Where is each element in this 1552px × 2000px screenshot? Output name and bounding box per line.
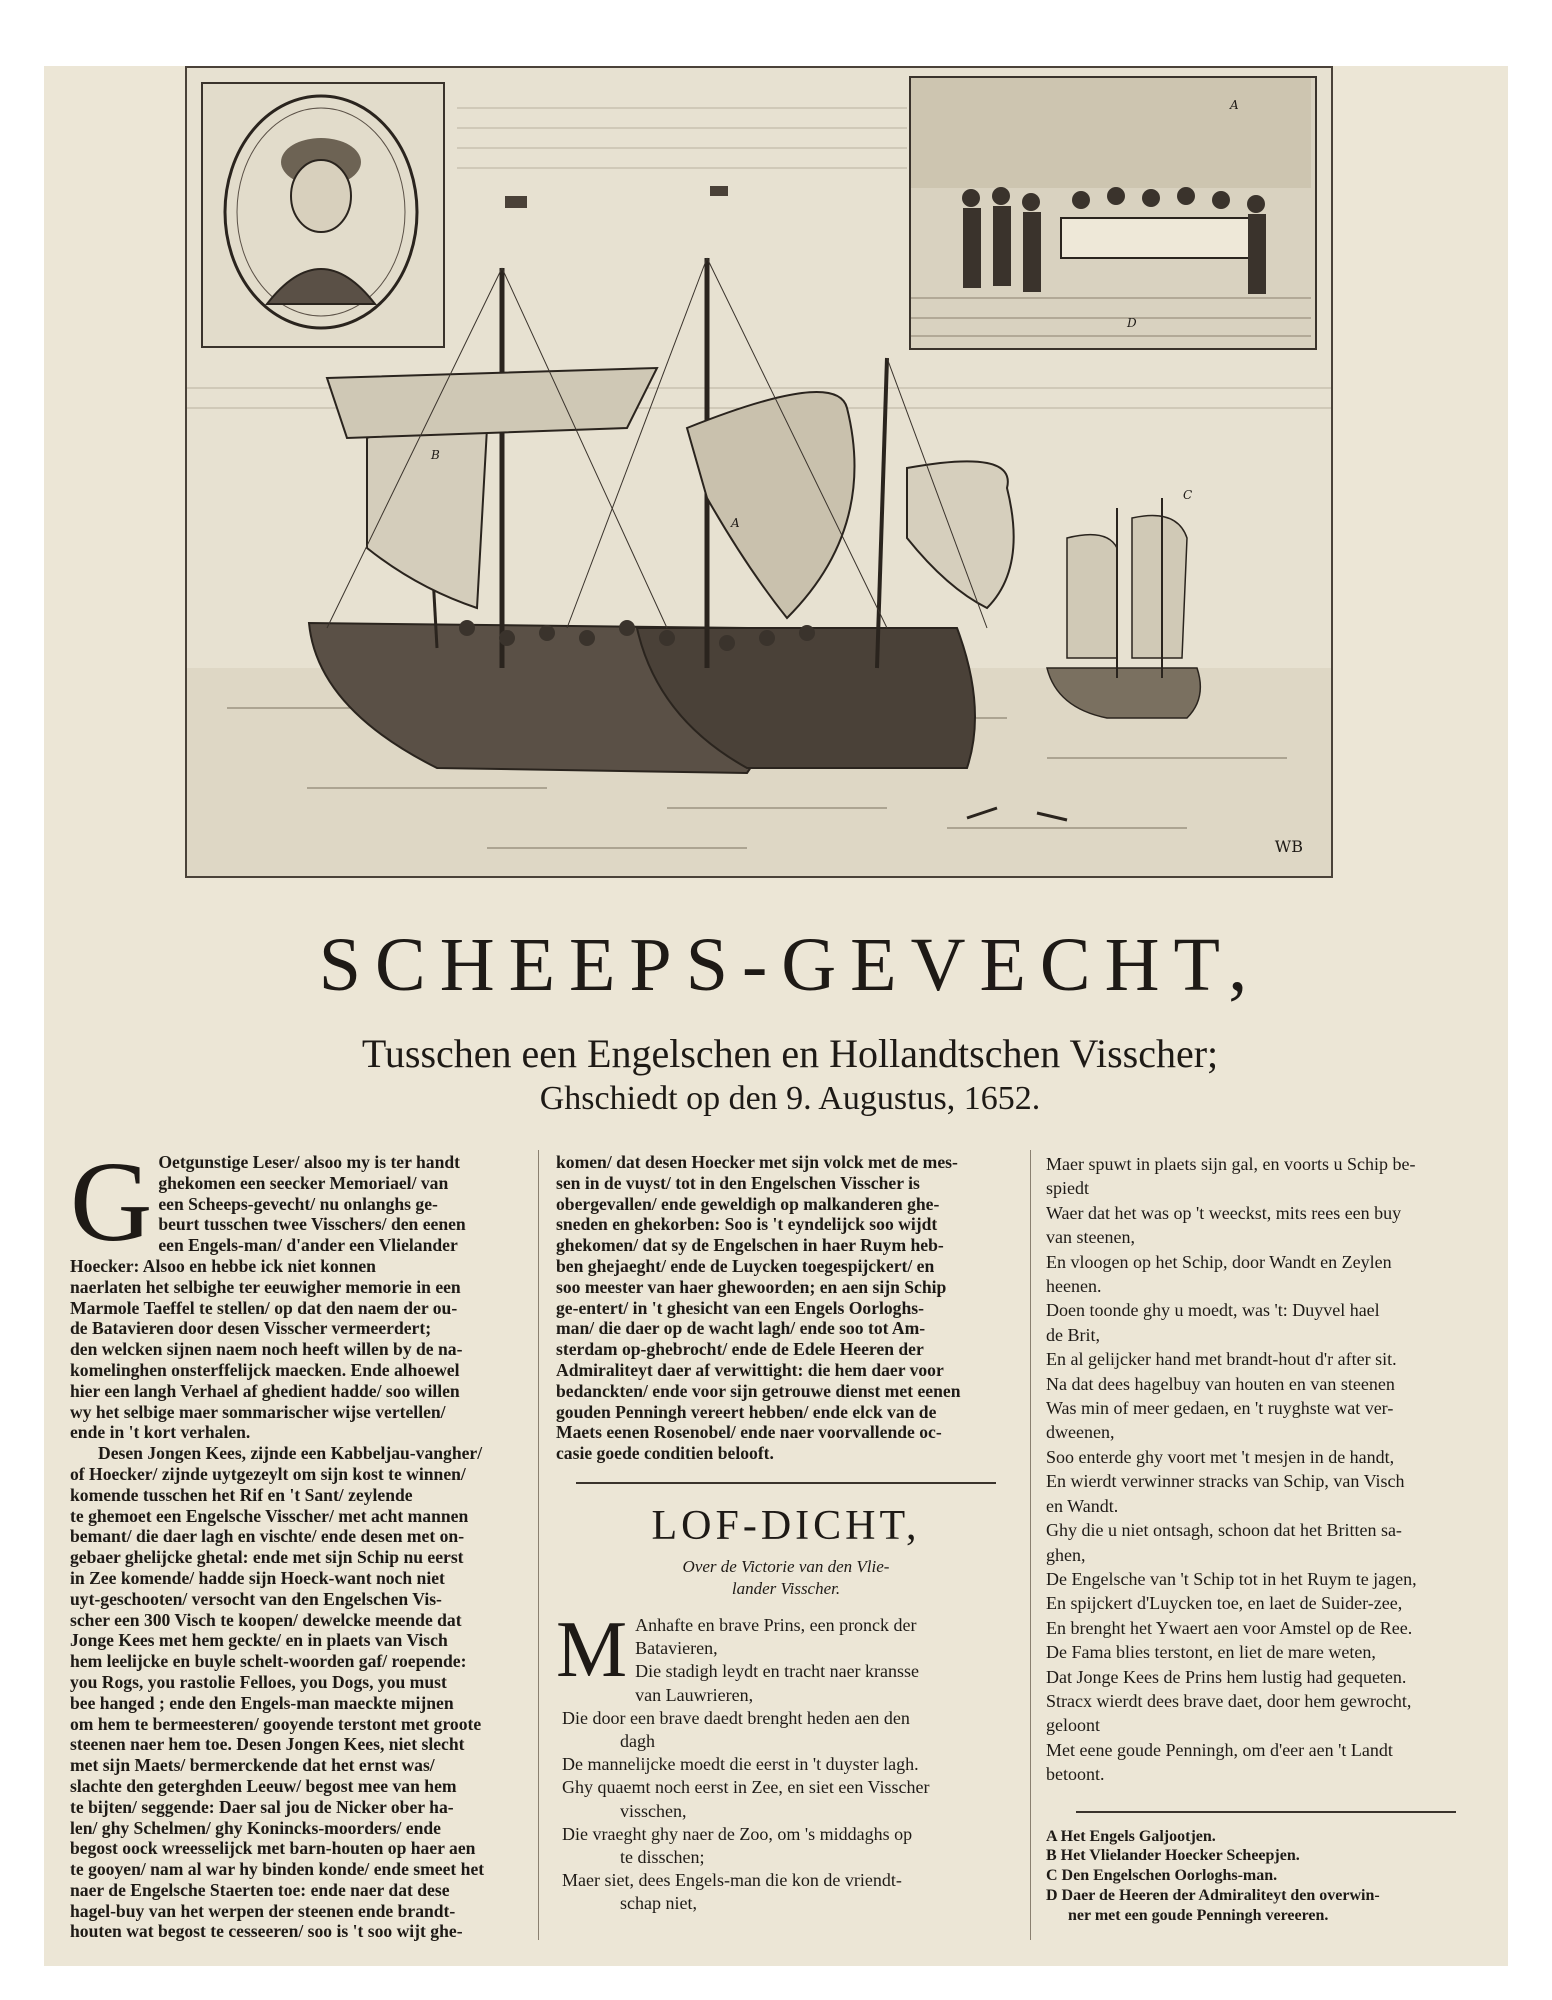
text-line: ben ghejaeght/ ende de Luycken toegespijckert/ en xyxy=(556,1255,935,1276)
column-1 xyxy=(70,1138,522,1942)
column-3 xyxy=(1046,1152,1486,1926)
verse-line: heenen. xyxy=(1046,1276,1102,1297)
text-line: te ghemoet een Engelsche Visscher/ met acht mannen xyxy=(70,1505,469,1526)
column-2-prose xyxy=(556,1152,1016,1464)
text-line: met sijn Maets/ bermerckende dat het ernst was/ xyxy=(70,1755,435,1776)
text-line: bemant/ die daer lagh en vischte/ ende desen met on- xyxy=(70,1526,465,1547)
legend-item: A Het Engels Galjootjen. xyxy=(1046,1827,1216,1845)
verse-line: En wierdt verwinner stracks van Schip, van Visch xyxy=(1046,1471,1405,1492)
text-line: om hem te bermeesteren/ gooyende terstont met groote xyxy=(70,1713,482,1734)
poem-subtitle xyxy=(556,1556,1016,1600)
text-line: ge-entert/ in 't ghesicht van een Engels Oorloghs- xyxy=(556,1297,924,1318)
text-line: beurt tusschen twee Visschers/ den eenen xyxy=(158,1214,466,1235)
text-line: begost oock wreesselijck met barn-houten op haer aen xyxy=(70,1838,476,1859)
text-line: komelinghen onsterffelijck maecken. Ende alhoewel xyxy=(70,1359,460,1380)
text-line: hier een langh Verhael af ghedient hadde/ soo willen xyxy=(70,1380,460,1401)
poem-drop-cap: M xyxy=(556,1605,628,1694)
verse-line: Maer siet, dees Engels-man die kon de vriendt- xyxy=(562,1870,902,1891)
text-line: steenen naer hem toe. Desen Jongen Kees, niet slecht xyxy=(70,1734,465,1755)
verse-line: Die door een brave daedt brenght heden aen den xyxy=(562,1707,910,1728)
text-line: naer de Engelsche Staerten toe: ende naer dat dese xyxy=(70,1879,450,1900)
verse-line: De Engelsche van 't Schip tot in het Ruym te jagen, xyxy=(1046,1568,1417,1589)
text-line: soo meester van haer ghewoorden; en aen sijn Schip xyxy=(556,1276,947,1297)
legend-item: C Den Engelschen Oorloghs-man. xyxy=(1046,1867,1278,1885)
text-line: komende tusschen het Rif en 't Sant/ zeylende xyxy=(70,1484,413,1505)
verse-line: Die vraeght ghy naer de Zoo, om 's middaghs op xyxy=(562,1823,913,1844)
text-line: hem leelijcke en buyle schelt-woorden gaf/ roepende: xyxy=(70,1651,467,1672)
verse-line: spiedt xyxy=(1046,1178,1089,1199)
legend-item: B Het Vlielander Hoecker Scheepjen. xyxy=(1046,1847,1300,1865)
verse-line: betoont. xyxy=(1046,1764,1105,1785)
verse-line: En spijckert d'Luycken toe, en laet de Suider-zee, xyxy=(1046,1593,1403,1614)
portrait-inset xyxy=(201,82,445,348)
text-line: naerlaten het selbighe ter eeuwigher memorie in een xyxy=(70,1276,461,1297)
verse-line: En vloogen op het Schip, door Wandt en Zeylen xyxy=(1046,1251,1392,1272)
text-line: den welcken sijnen naem noch heeft willen by de na- xyxy=(70,1339,463,1360)
verse-line: Met eene goude Penningh, om d'eer aen 't Landt xyxy=(1046,1739,1393,1760)
text-line: ende in 't kort verhalen. xyxy=(70,1422,251,1443)
divider xyxy=(576,1482,996,1484)
text-line: de Batavieren door desen Visscher vermeerdert; xyxy=(70,1318,432,1339)
text-line: Marmole Taeffel te stellen/ op dat den naem der ou- xyxy=(70,1297,458,1318)
poem-verse xyxy=(556,1605,1016,1916)
text-line: uyt-geschooten/ versocht van den Engelschen Vis- xyxy=(70,1588,442,1609)
text-line: gouden Penningh vereert hebben/ ende elck van de xyxy=(556,1401,937,1422)
verse-line: Ghy quaemt noch eerst in Zee, en siet een Visscher xyxy=(562,1777,930,1798)
text-line: houten wat begost te cesseeren/ soo is 't soo wijt ghe- xyxy=(70,1921,463,1942)
drop-cap: G xyxy=(70,1138,153,1265)
verse-line: visschen, xyxy=(620,1800,687,1821)
label-b: B xyxy=(431,448,440,462)
verse-line: Stracx wierdt dees brave daet, door hem gewrocht, xyxy=(1046,1690,1412,1711)
text-line: Maets eenen Rosenobel/ ende naer voorvallende oc- xyxy=(556,1422,942,1443)
verse-line: ghen, xyxy=(1046,1544,1086,1565)
verse-line: Waer dat het was op 't weeckst, mits rees een buy xyxy=(1046,1202,1402,1223)
text-line: scher een 300 Visch te koopen/ dewelcke meende dat xyxy=(70,1609,462,1630)
verse-line: Dat Jonge Kees de Prins hem lustig had gequeten. xyxy=(1046,1666,1407,1687)
text-line: obergevallen/ ende geweldigh op malkanderen ghe- xyxy=(556,1193,940,1214)
verse-line: Ghy die u niet ontsagh, schoon dat het Britten sa- xyxy=(1046,1520,1402,1541)
verse-line: Was min of meer gedaen, en 't ruyghste wat ver- xyxy=(1046,1398,1394,1419)
verse-line: en Wandt. xyxy=(1046,1495,1119,1516)
subtitle: Tusschen een Engelschen en Hollandtschen Visscher; xyxy=(361,1031,1219,1076)
date-line: Ghschiedt op den 9. Augustus, 1652. xyxy=(539,1080,1041,1117)
text-line: sen in de vuyst/ tot in den Engelschen Visscher is xyxy=(556,1172,920,1193)
text-line: you Rogs, you rastolie Felloes, you Dogs, you must xyxy=(70,1671,447,1692)
verse-line: Anhafte en brave Prins, een pronck der xyxy=(635,1614,917,1635)
poem-subtitle-line: lander Visscher. xyxy=(731,1578,841,1598)
text-line: bee hanged ; ende den Engels-man maeckte mijnen xyxy=(70,1692,454,1713)
text-line: ghekomen een seecker Memoriael/ van xyxy=(158,1172,449,1193)
verse-line: de Brit, xyxy=(1046,1324,1100,1345)
engraver-monogram: WB xyxy=(1274,837,1303,856)
divider xyxy=(1076,1811,1456,1813)
main-title: SCHEEPS-GEVECHT, xyxy=(318,923,1262,1007)
council-inset xyxy=(909,76,1317,350)
text-line: ghekomen/ dat sy de Engelschen in haer Ruym heb- xyxy=(556,1235,944,1256)
text-line: len/ ghy Schelmen/ ghy Konincks-moorders/ ende xyxy=(70,1817,441,1838)
verse-line: En al gelijcker hand met brandt-hout d'r after sit. xyxy=(1046,1349,1397,1370)
verse-line: De mannelijcke moedt die eerst in 't duyster lagh. xyxy=(562,1754,919,1775)
column-rule xyxy=(1030,1150,1031,1940)
verse-line: Doen toonde ghy u moedt, was 't: Duyvel hael xyxy=(1046,1300,1380,1321)
label-a: A xyxy=(731,516,740,530)
text-line: Oetgunstige Leser/ alsoo my is ter handt xyxy=(158,1152,461,1172)
text-line: te bijten/ seggende: Daer sal jou de Nicker ober ha- xyxy=(70,1796,454,1817)
legend-item: D Daer de Heeren der Admiraliteyt den overwin- xyxy=(1046,1886,1380,1904)
text-line: slachte den geterghden Leeuw/ begost mee van hem xyxy=(70,1775,457,1796)
text-line: Hoecker: Alsoo en hebbe ick niet konnen xyxy=(70,1255,376,1276)
column-rule xyxy=(538,1150,539,1940)
verse-line: Soo enterde ghy voort met 't mesjen in de handt, xyxy=(1046,1446,1395,1467)
poem-continuation xyxy=(1046,1152,1486,1787)
text-line: bedanckten/ ende voor sijn getrouwe dienst met eenen xyxy=(556,1380,961,1401)
legend xyxy=(1046,1827,1486,1926)
verse-line: Batavieren, xyxy=(635,1638,718,1659)
poem-title: LOF-DICHT, xyxy=(651,1502,921,1549)
legend-item: ner met een goude Penningh vereeren. xyxy=(1068,1906,1329,1924)
label-a-council: A xyxy=(1230,98,1239,112)
verse-line: geloont xyxy=(1046,1715,1100,1736)
verse-line: dagh xyxy=(620,1730,655,1751)
verse-line: De Fama blies terstont, en liet de mare weten, xyxy=(1046,1642,1376,1663)
text-line: te gooyen/ nam al war hy binden konde/ ende smeet het xyxy=(70,1859,485,1880)
text-line: gebaer ghelijcke ghetal: ende met sijn Schip nu eerst xyxy=(70,1547,464,1568)
column-2 xyxy=(556,1152,1016,1916)
text-line: komen/ dat desen Hoecker met sijn volck met de mes- xyxy=(556,1152,958,1172)
label-d: D xyxy=(1127,316,1137,330)
poem-subtitle-line: Over de Victorie van den Vlie- xyxy=(682,1556,890,1576)
text-line: wy het selbige maer sommarischer wijse vertellen/ xyxy=(70,1401,446,1422)
text-line: Jonge Kees met hem geckte/ en in plaets van Visch xyxy=(70,1630,448,1651)
text-line: man/ die daer op de wacht lagh/ ende soo tot Am- xyxy=(556,1318,926,1339)
verse-line: dweenen, xyxy=(1046,1422,1115,1443)
text-line: hagel-buy van het werpen der steenen ende brandt- xyxy=(70,1900,456,1921)
column-1-para-2 xyxy=(70,1443,522,1942)
text-line: Desen Jongen Kees, zijnde een Kabbeljau-vangher/ xyxy=(98,1443,483,1464)
label-c: C xyxy=(1183,488,1193,502)
verse-line: Na dat dees hagelbuy van houten en van steenen xyxy=(1046,1373,1395,1394)
text-line: een Engels-man/ d'ander een Vlielander xyxy=(158,1235,458,1256)
text-line: of Hoecker/ zijnde uytgezeylt om sijn kost te winnen/ xyxy=(70,1463,466,1484)
verse-line: En brenght het Ywaert aen voor Amstel op de Ree. xyxy=(1046,1617,1413,1638)
verse-line: Die stadigh leydt en tracht naer kransse xyxy=(635,1661,920,1682)
engraving-plate xyxy=(185,66,1333,878)
verse-line: schap niet, xyxy=(620,1893,697,1914)
text-line: in Zee komende/ hadde sijn Hoeck-want noch niet xyxy=(70,1567,445,1588)
text-line: casie goede conditien belooft. xyxy=(556,1443,774,1464)
verse-line: van Lauwrieren, xyxy=(635,1684,754,1705)
verse-line: Maer spuwt in plaets sijn gal, en voorts u Schip be- xyxy=(1046,1154,1416,1174)
verse-line: van steenen, xyxy=(1046,1227,1135,1248)
text-line: sterdam op-ghebrocht/ ende de Edele Heeren der xyxy=(556,1339,924,1360)
verse-line: te disschen; xyxy=(620,1846,705,1867)
text-line: Admiraliteyt daer af verwittight: die hem daer voor xyxy=(556,1359,944,1380)
text-line: sneden en ghekorben: Soo is 't eyndelijck soo wijdt xyxy=(556,1214,938,1235)
text-line: een Scheeps-gevecht/ nu onlanghs ge- xyxy=(158,1193,438,1214)
